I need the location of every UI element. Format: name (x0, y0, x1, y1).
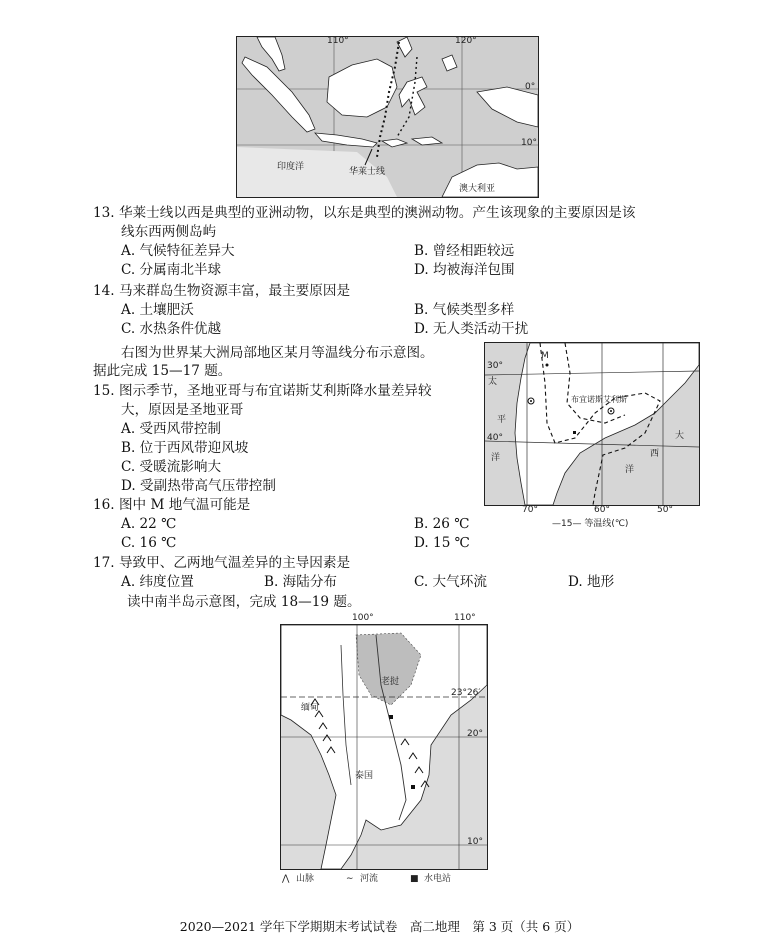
q17-stem: 17. 导致甲、乙两地气温差异的主导因素是 (93, 555, 351, 571)
q17-option-c: C. 大气环流 (414, 574, 487, 590)
q14-option-b: B. 气候类型多样 (414, 302, 515, 318)
map2-lat-40: 40° (487, 433, 503, 443)
map2-lon-70: 70° (522, 505, 538, 515)
map3-lat-20: 20° (467, 729, 483, 739)
q13-option-b: B. 曾经相距较远 (414, 243, 515, 259)
q15-stem-line2: 大，原因是圣地亚哥 (121, 402, 244, 418)
q17-option-d: D. 地形 (568, 574, 615, 590)
map3-lon-110: 110° (454, 613, 476, 623)
q13-option-d: D. 均被海洋包围 (414, 262, 515, 278)
legend-river-label: 河流 (360, 874, 379, 884)
isotherm-map-graphic (485, 343, 699, 505)
q14-stem: 14. 马来群岛生物资源丰富，最主要原因是 (93, 283, 351, 299)
map3-label-laos: 老挝 (381, 677, 400, 687)
map2-lon-50: 50° (657, 505, 673, 515)
q16-option-a: A. 22 ℃ (121, 516, 177, 532)
q15-option-b: B. 位于西风带迎风坡 (121, 440, 249, 456)
q13-stem-line1: 13. 华莱士线以西是典型的亚洲动物，以东是典型的澳洲动物。产生该现象的主要原因是该 (93, 205, 636, 221)
malay-archipelago-map (236, 36, 539, 198)
q15-option-a: A. 受西风带控制 (121, 421, 222, 437)
map1-lat-10: 10° (521, 138, 537, 148)
malay-map-graphic (237, 37, 538, 197)
q14-option-a: A. 土壤肥沃 (121, 302, 194, 318)
map2-legend: —15— 等温线(℃) (552, 519, 629, 529)
map1-label-indian-ocean: 印度洋 (277, 162, 305, 172)
map2-label-da: 大 (675, 431, 685, 441)
map1-label-australia: 澳大利亚 (459, 184, 496, 194)
map3-label-myanmar: 缅甸 (301, 703, 320, 713)
map2-lon-60: 60° (594, 505, 610, 515)
q16-option-b: B. 26 ℃ (414, 516, 470, 532)
q15-option-d: D. 受副热带高气压带控制 (121, 478, 276, 494)
map3-label-thailand: 泰国 (355, 771, 374, 781)
legend-mountain-icon: ⋀ (282, 874, 290, 884)
map2-label-yang2: 洋 (625, 465, 635, 475)
map2-lat-30: 30° (487, 361, 503, 371)
q16-option-c: C. 16 ℃ (121, 535, 177, 551)
map1-label-wallace-line: 华莱士线 (349, 167, 386, 177)
indochina-map-graphic (281, 625, 487, 869)
map2-label-xi: 西 (650, 449, 660, 459)
south-america-isotherm-map (484, 342, 700, 506)
q17-option-b: B. 海陆分布 (264, 574, 338, 590)
q14-option-c: C. 水热条件优越 (121, 321, 222, 337)
map1-lon-120: 120° (455, 36, 477, 46)
intro-15-17-line1: 右图为世界某大洲局部地区某月等温线分布示意图。 (121, 345, 434, 361)
intro-18-19: 读中南半岛示意图，完成 18—19 题。 (127, 594, 361, 610)
legend-river-icon: ∼ (346, 874, 354, 884)
q13-stem-line2: 线东西两侧岛屿 (121, 224, 217, 240)
q13-option-c: C. 分属南北半球 (121, 262, 222, 278)
q15-option-c: C. 受暖流影响大 (121, 459, 222, 475)
map1-lon-110: 110° (327, 36, 349, 46)
map2-label-buenos-aires: 布宜诺斯艾利斯 (571, 395, 627, 404)
q15-stem-line1: 15. 图示季节，圣地亚哥与布宜诺斯艾利斯降水量差异较 (93, 383, 432, 399)
legend-mountain-label: 山脉 (296, 874, 315, 884)
legend-hydro-icon: ■ (410, 874, 419, 884)
q16-option-d: D. 15 ℃ (414, 535, 470, 551)
map3-lon-100: 100° (352, 613, 374, 623)
q14-option-d: D. 无人类活动干扰 (414, 321, 529, 337)
indochina-map (280, 624, 488, 870)
legend-hydro-label: 水电站 (424, 874, 452, 884)
intro-15-17-line2: 据此完成 15—17 题。 (93, 363, 232, 379)
map2-label-M: M (541, 351, 549, 361)
page-footer: 2020—2021 学年下学期期末考试试卷 高二地理 第 3 页（共 6 页） (179, 919, 580, 934)
map3-lat-10: 10° (467, 837, 483, 847)
map3-legend (282, 872, 488, 886)
map2-label-yang1: 洋 (491, 453, 501, 463)
q13-option-a: A. 气候特征差异大 (121, 243, 235, 259)
map1-lat-0: 0° (525, 82, 536, 92)
map2-label-tai: 太 (488, 377, 498, 387)
q16-stem: 16. 图中 M 地气温可能是 (93, 497, 251, 513)
map3-lat-2326: 23°26′ (451, 688, 481, 698)
q17-option-a: A. 纬度位置 (121, 574, 194, 590)
map2-label-ping: 平 (497, 415, 507, 425)
